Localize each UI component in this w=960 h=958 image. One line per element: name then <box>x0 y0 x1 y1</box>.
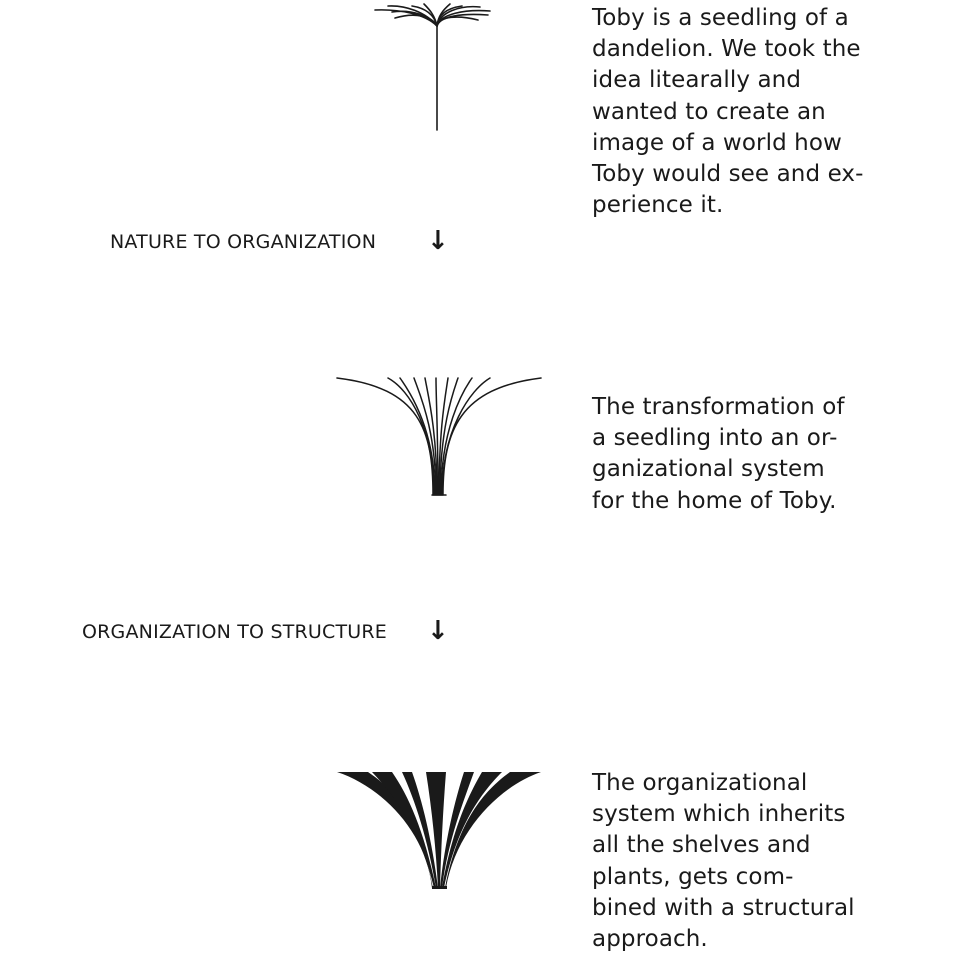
paragraph-line: bined with a structural <box>592 894 855 921</box>
paragraph-line: Toby is a seedling of a <box>592 5 849 31</box>
paragraph-line: Toby would see and ex- <box>592 161 864 188</box>
step-label-organization-to-structure: ORGANIZATION TO STRUCTURE <box>82 621 388 643</box>
paragraph-line: image of a world how <box>592 129 842 156</box>
structural-system-figure <box>337 772 541 889</box>
organizational-system-figure <box>337 378 541 495</box>
step-label-nature-to-organization: NATURE TO ORGANIZATION <box>110 231 377 253</box>
paragraph-line: The transformation of <box>592 394 845 420</box>
paragraph-line: approach. <box>592 926 708 953</box>
arrow-down-icon: ↓ <box>427 226 449 256</box>
paragraph-line: ganizational system <box>592 456 825 483</box>
paragraph-line: The organizational <box>592 770 808 796</box>
paragraph-line: perience it. <box>592 192 724 219</box>
paragraph-line: dandelion. We took the <box>592 36 861 63</box>
paragraph-transformation <box>592 392 892 517</box>
paragraph-line: all the shelves and <box>592 832 811 859</box>
paragraph-organizational-system <box>592 768 892 955</box>
dandelion-seedling-figure <box>375 4 490 130</box>
arrow-down-icon: ↓ <box>427 616 449 646</box>
paragraph-line: a seedling into an or- <box>592 425 838 452</box>
paragraph-line: plants, gets com- <box>592 863 794 890</box>
paragraph-line: for the home of Toby. <box>592 487 837 514</box>
paragraph-line: wanted to create an <box>592 98 826 125</box>
paragraph-dandelion <box>592 3 892 221</box>
paragraph-line: idea litearally and <box>592 67 802 94</box>
paragraph-line: system which inherits <box>592 801 846 828</box>
